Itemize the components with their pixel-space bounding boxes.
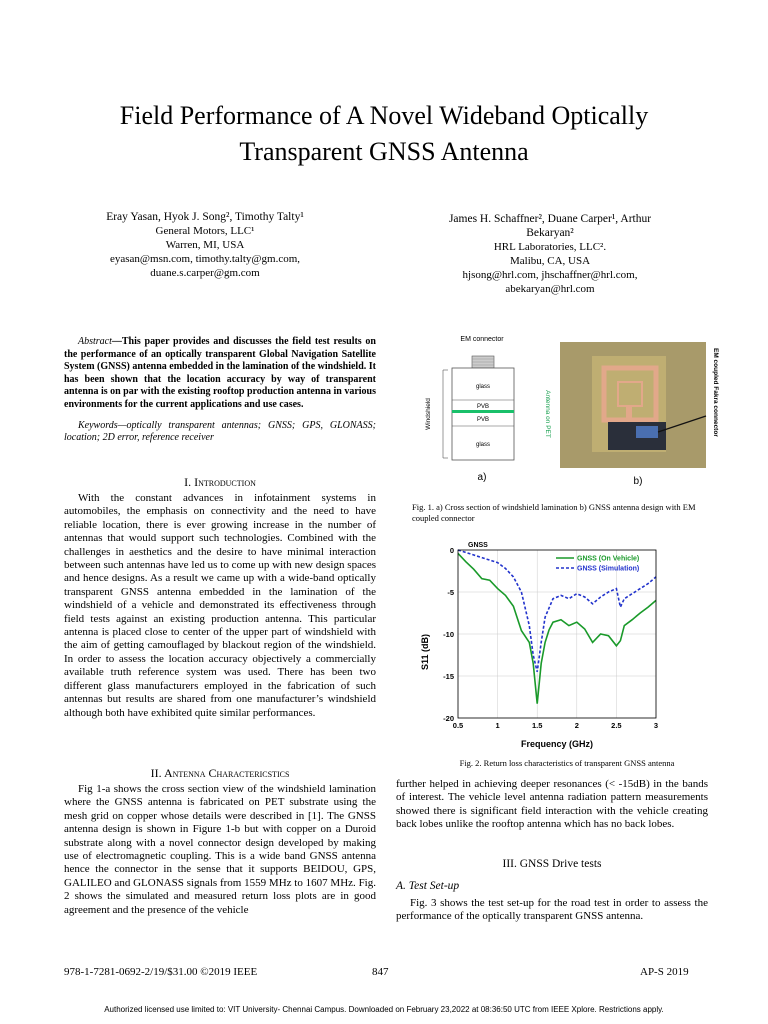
x-tick-label: 3 <box>653 721 659 730</box>
x-tick-label: 1.5 <box>531 721 543 730</box>
figure-1-caption: Fig. 1. a) Cross section of windshield lamination b) GNSS antenna design with EM coupled connector <box>412 502 696 523</box>
section-2-heading: II. Antenna Charactericstics <box>150 766 290 780</box>
authors-left <box>60 210 350 280</box>
email-line: eyasan@msn.com, timothy.talty@gm.com, <box>109 253 301 265</box>
fakra-connector-label: EM coupled Fakra connector <box>712 348 719 437</box>
author-line: James H. Schaffner², Duane Carper¹, Arthur <box>448 213 652 225</box>
legend-entry: GNSS (Simulation) <box>577 565 640 573</box>
figure-1a-label: a) <box>477 472 487 483</box>
x-tick-label: 2 <box>574 721 579 730</box>
email-line: abekaryan@hrl.com <box>505 283 595 295</box>
keywords-text: —optically transparent antennas; GNSS; GPS, GLONASS; location; 2D error, reference receiver <box>64 419 376 444</box>
section-2-paragraph: Fig 1-a shows the cross section view of the windshield lamination where the GNSS antenna is fabricated on PET substrate using the mesh grid on copper whose details were described in [1]. The GNSS antenna design is shown in Figure 1-b but with copper on a Duroid substrate along with a novel connector design developed by making use of electromagnetic coupling. This is a wide band GNSS antenna hence the connector in the sense that it supports BEIDOU, GPS, GALILEO and GLONASS signals from 1559 MHz to 1607 MHz. Fig. 2 shows the simulated and measured return loss plots are in good agreement and the presence of the vehicle <box>64 783 376 916</box>
abstract-text: —This paper provides and discusses the field test results on the performance of an optically transparent Global Navigation Satellite System (GNSS) antenna embedded in the lamination of the windshield. It has been shown that the location accuracy by way of transparent antenna is on par with the existing rooftop production antenna in various environments for the current applications and use cases. <box>64 336 376 410</box>
section-1-heading: I. Introduction <box>184 475 256 489</box>
affiliation-line: HRL Laboratories, LLC². <box>493 241 607 253</box>
email-line: hjsong@hrl.com, jhschaffner@hrl.com, <box>462 269 638 281</box>
layer-glass-bottom: glass <box>475 442 491 448</box>
layer-pvb-1: PVB <box>476 404 490 410</box>
figure-1b-label: b) <box>633 476 643 487</box>
figure-1b-antenna-photo <box>556 340 726 492</box>
y-tick-label: -5 <box>447 588 454 597</box>
footer-page-number: 847 <box>372 966 389 978</box>
y-tick-label: -15 <box>443 672 454 681</box>
title-line-2: Transparent GNSS Antenna <box>239 137 529 166</box>
section-1-paragraph: With the constant advances in infotainment systems in automobiles, the emphasis on connectivity and the need to have reliable location, there is ever growing increase in the number of antennas that would support such technologies. Combined with the challenges in aesthetics and the desire to have minimal interaction between such antennas have led us to come up with new design spaces and hence designs. As a result we came up with a wide-band optically transparent GNSS antenna embedded in the lamination of the windshield of a vehicle and demonstrated its effectiveness through field tests against an existing production antenna. This particular antenna is placed close to center of the upper part of windshield with the aim of getting camouflaged by blackout region of the windshield. In order to assess the location accuracy objectively a commercially available truth reference system was used. There has been two different glass manufacturers employed in the fabrication of such antennas but results are shared from one manufacturer’s windshield although both have exhibited quite similar performances. <box>64 492 376 719</box>
y-tick-label: -10 <box>443 630 454 639</box>
abstract <box>64 336 376 445</box>
layer-glass-top: glass <box>475 384 491 390</box>
x-axis-label: Frequency (GHz) <box>520 739 594 749</box>
section-3a-paragraph: Fig. 3 shows the test set-up for the road test in order to assess the performance of the optically transparent GNSS antenna. <box>396 897 708 923</box>
section-2-body <box>64 783 376 917</box>
legend-entry: GNSS (On Vehicle) <box>577 555 640 563</box>
layer-pvb-2: PVB <box>476 417 490 423</box>
ieee-license-notice: Authorized licensed use limited to: VIT University- Chennai Campus. Downloaded on February 23,2022 at 08:36:50 UTC from IEEE Xplore. Restrictions apply. <box>104 1005 664 1014</box>
affiliation-line: General Motors, LLC¹ <box>155 225 255 237</box>
author-line: Bekaryan² <box>526 227 574 239</box>
location-line: Malibu, CA, USA <box>509 255 591 267</box>
y-tick-label: -20 <box>443 714 454 723</box>
footer-conference: AP-S 2019 <box>640 966 689 978</box>
section-3a-heading: A. Test Set-up <box>396 880 460 892</box>
paper-title <box>40 98 728 170</box>
chart-title: GNSS <box>468 542 488 549</box>
footer-copyright: 978-1-7281-0692-2/19/$31.00 ©2019 IEEE <box>64 966 258 978</box>
keywords-label: Keywords <box>78 419 118 431</box>
author-line: Eray Yasan, Hyok J. Song², Timothy Talty¹ <box>106 211 304 223</box>
figure-1a-cross-section <box>410 330 560 490</box>
x-tick-label: 0.5 <box>452 721 464 730</box>
section-3a-body <box>396 897 708 924</box>
section-1-body <box>64 492 376 720</box>
antenna-on-pet-label: Antenna on PET <box>544 390 551 438</box>
windshield-label: Windshield <box>425 398 432 430</box>
x-tick-label: 2.5 <box>611 721 622 730</box>
figure-2-return-loss-chart <box>412 536 672 752</box>
fakra-connector <box>636 426 658 438</box>
abstract-label: Abstract <box>78 336 112 347</box>
figure-2-caption: Fig. 2. Return loss characteristics of transparent GNSS antenna <box>459 758 675 768</box>
section-2-continued-paragraph: further helped in achieving deeper resonances (< -15dB) in the bands of interest. The vehicle level antenna radiation pattern measurements showed there is significant field interaction with the vehicle creating back lobes unlike the rooftop antenna which has no back lobes. <box>396 778 708 831</box>
authors-right <box>400 212 700 296</box>
title-line-1: Field Performance of A Novel Wideband Optically <box>119 101 649 130</box>
y-axis-label: S11 (dB) <box>420 633 430 671</box>
series-line-on-vehicle <box>458 553 656 703</box>
section-2-continued <box>396 778 708 832</box>
antenna-pet-layer <box>452 410 514 413</box>
section-3-heading-text: III. GNSS Drive tests <box>502 858 602 870</box>
y-tick-label: 0 <box>449 546 454 555</box>
x-tick-label: 1 <box>495 721 500 730</box>
chart-legend <box>556 556 639 573</box>
em-connector-label: EM connector <box>460 336 504 343</box>
section-3-heading <box>396 858 708 870</box>
copper-patch-inner <box>618 382 642 406</box>
email-line: duane.s.carper@gm.com <box>150 267 260 279</box>
location-line: Warren, MI, USA <box>165 239 245 251</box>
